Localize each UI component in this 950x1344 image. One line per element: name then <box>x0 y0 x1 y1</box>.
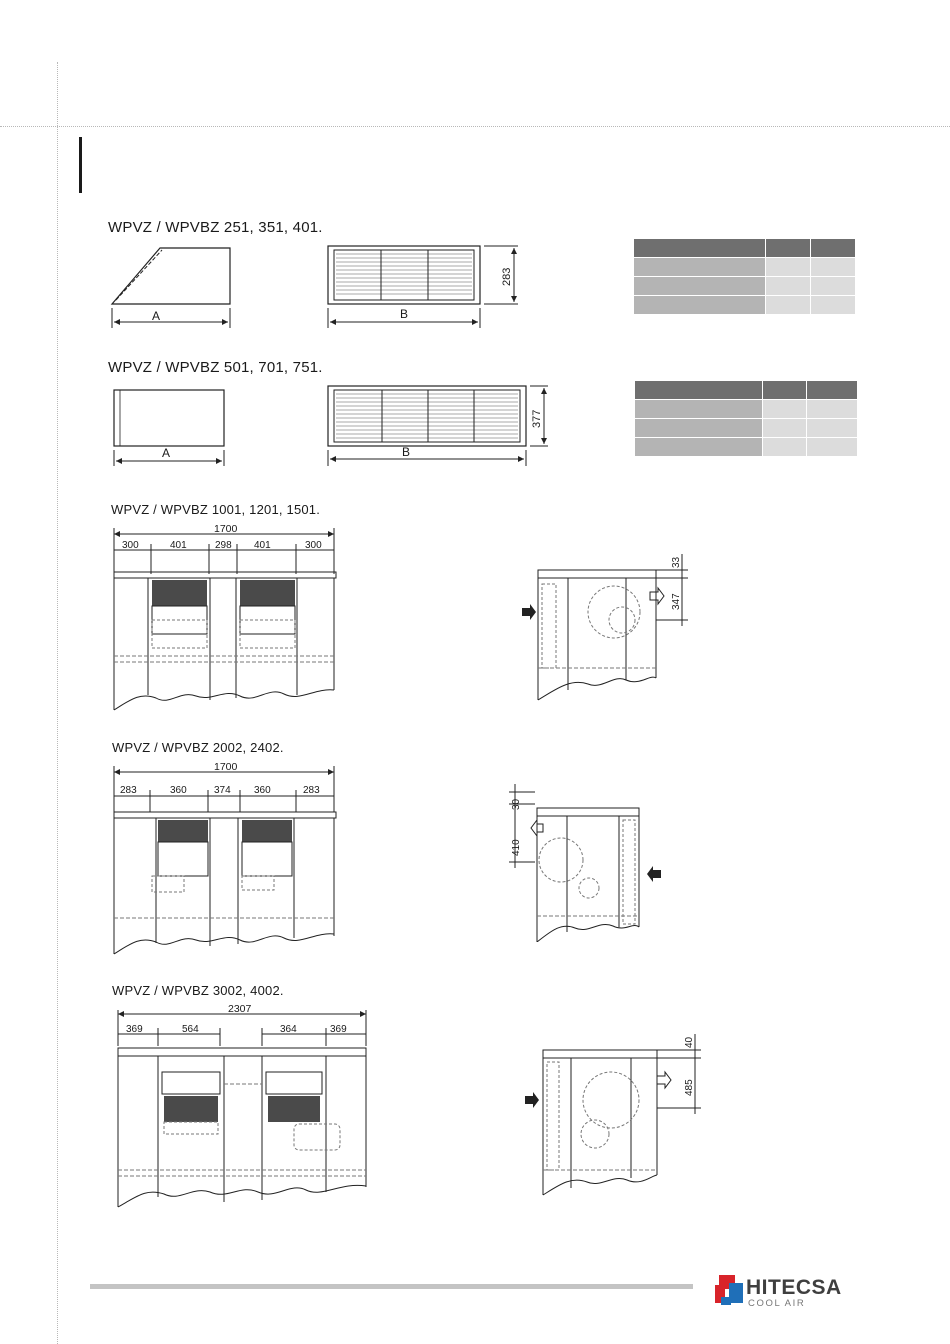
total-width-5: 2307 <box>228 1003 252 1015</box>
brand-tagline: COOL AIR <box>748 1298 806 1309</box>
dim-4-4: 283 <box>303 785 320 796</box>
dim-4-0: 283 <box>120 785 137 796</box>
dim-4-1: 360 <box>170 785 187 796</box>
dim-label-b-1: B <box>400 307 409 321</box>
dim-label-a-2: A <box>162 446 171 460</box>
footer-rule <box>90 1284 693 1289</box>
side-top-5: 40 <box>684 1036 695 1048</box>
dim-3-0: 300 <box>122 540 139 551</box>
front-elevation-4 <box>100 758 350 958</box>
hitecsa-logo-mark <box>715 1273 745 1307</box>
side-top-3: 33 <box>671 556 682 568</box>
side-h-4: 410 <box>511 839 522 856</box>
header-guide-horizontal <box>0 126 950 127</box>
total-width-3: 1700 <box>214 523 238 535</box>
dimension-table-1 <box>633 238 856 315</box>
dim-3-4: 300 <box>305 540 322 551</box>
side-elevation-5 <box>515 1030 715 1200</box>
model-label-1: WPVZ / WPVBZ 251, 351, 401. <box>108 219 323 236</box>
total-width-4: 1700 <box>214 761 238 773</box>
grille-diagram-2 <box>100 378 550 468</box>
dim-5-3: 369 <box>330 1024 347 1035</box>
side-top-4: 30 <box>511 798 522 810</box>
dim-label-b-2: B <box>402 445 411 459</box>
dim-label-h-2: 377 <box>531 409 543 428</box>
dim-5-1: 564 <box>182 1024 199 1035</box>
dim-5-2: 364 <box>280 1024 297 1035</box>
side-h-3: 347 <box>671 593 682 610</box>
brand-name: HITECSA <box>746 1276 842 1299</box>
dim-label-a-1: A <box>152 309 161 323</box>
dim-3-2: 298 <box>215 540 232 551</box>
front-elevation-5 <box>100 1002 375 1212</box>
section-marker-bar <box>79 137 82 193</box>
side-elevation-3 <box>510 550 710 710</box>
dim-3-1: 401 <box>170 540 187 551</box>
model-label-4: WPVZ / WPVBZ 2002, 2402. <box>112 740 284 755</box>
grille-diagram-1 <box>100 238 520 334</box>
dim-4-2: 374 <box>214 785 231 796</box>
side-elevation-4 <box>495 782 675 942</box>
model-label-5: WPVZ / WPVBZ 3002, 4002. <box>112 983 284 998</box>
dim-3-3: 401 <box>254 540 271 551</box>
margin-guide-vertical <box>57 62 58 1344</box>
side-h-5: 485 <box>684 1079 695 1096</box>
model-label-3: WPVZ / WPVBZ 1001, 1201, 1501. <box>111 502 321 517</box>
dim-5-0: 369 <box>126 1024 143 1035</box>
model-label-2: WPVZ / WPVBZ 501, 701, 751. <box>108 359 323 376</box>
dimension-table-2 <box>634 380 858 457</box>
dim-label-h-1: 283 <box>501 267 513 286</box>
front-elevation-3 <box>100 520 350 720</box>
dim-4-3: 360 <box>254 785 271 796</box>
